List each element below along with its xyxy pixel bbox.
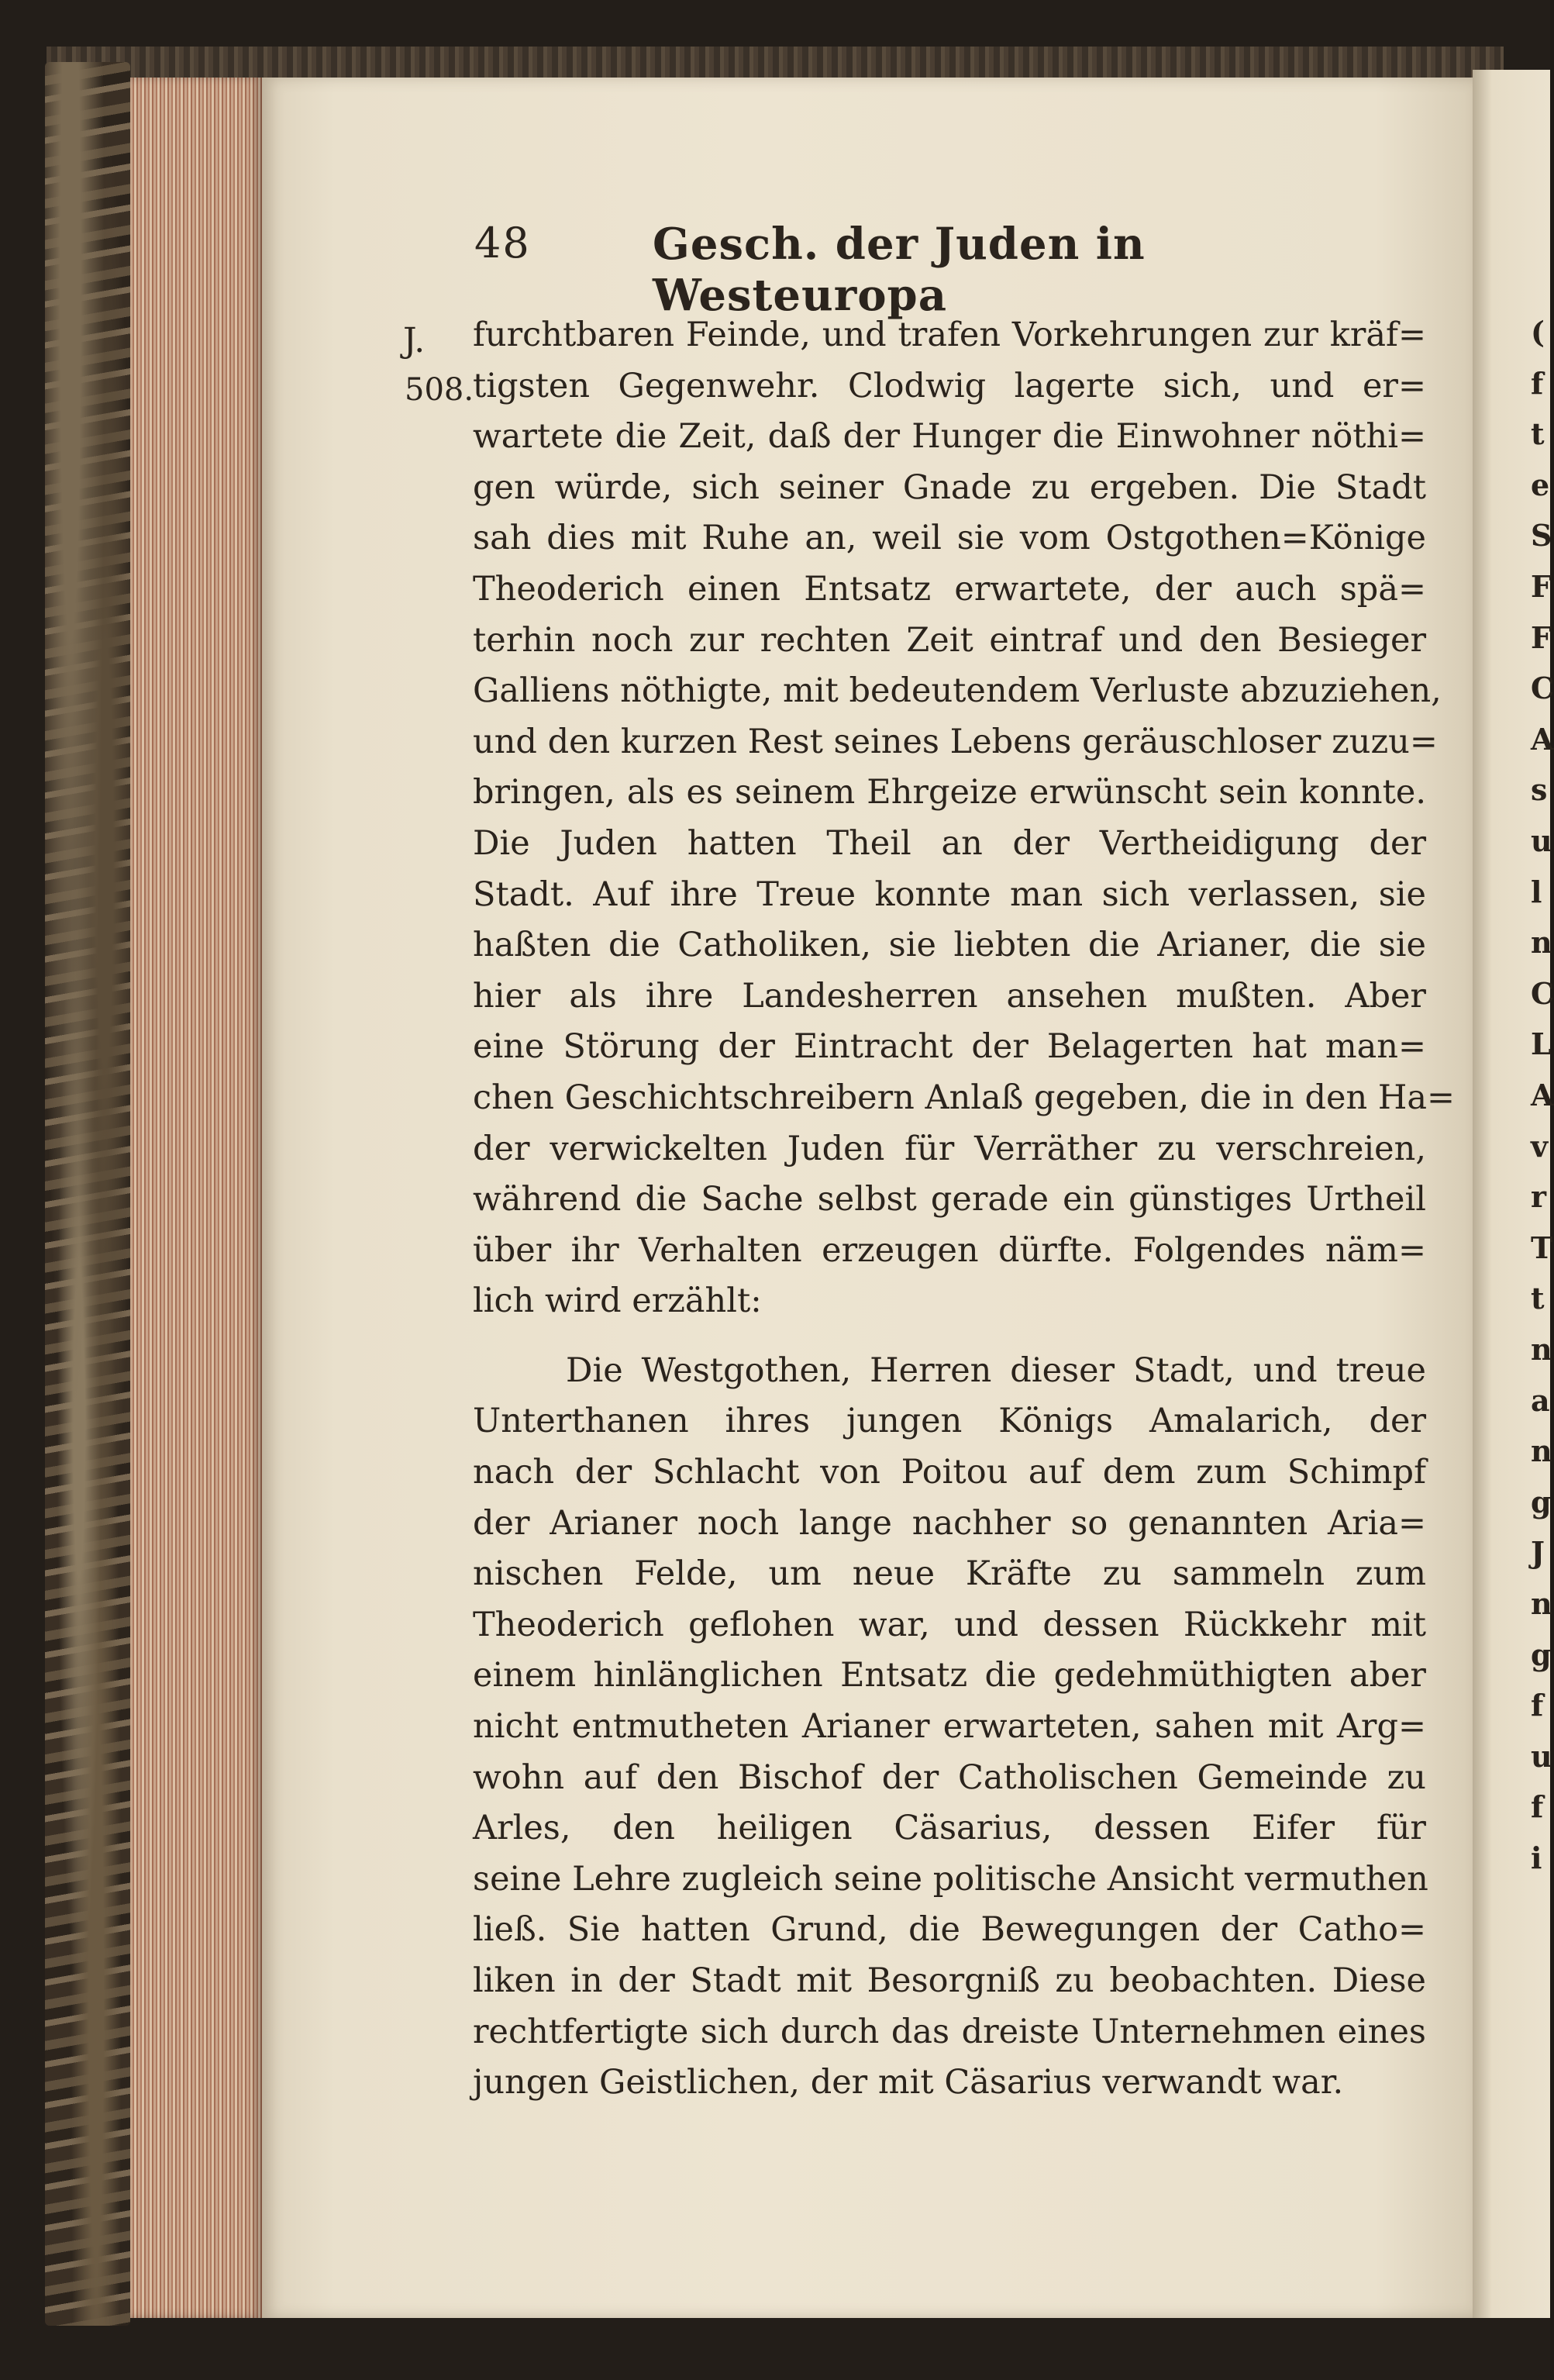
paragraph-2	[473, 1346, 1426, 2109]
facing-page-letter: u	[1531, 1738, 1552, 1774]
text-line: bringen, als es seinem Ehrgeize erwünscht sein konnte.	[473, 773, 1426, 812]
page-number: 48	[474, 219, 531, 267]
facing-page-letter: u	[1531, 823, 1552, 858]
text-line: liken in der Stadt mit Besorgniß zu beobachten. Diese	[473, 1961, 1426, 2000]
facing-page-letter: f	[1531, 1688, 1544, 1723]
facing-page-letter: A	[1531, 1078, 1554, 1112]
text-line: furchtbaren Feinde, und trafen Vorkehrungen zur kräf=	[473, 316, 1426, 354]
text-line: Galliens nöthigte, mit bedeutendem Verluste abzuziehen,	[473, 671, 1442, 711]
text-line: rechtfertigte sich durch das dreiste Unternehmen eines	[473, 2012, 1426, 2051]
facing-page-letter: C	[1531, 671, 1554, 706]
facing-page-letter: T	[1531, 1230, 1553, 1265]
facing-page-letter: r	[1531, 1179, 1547, 1215]
facing-page-letter: A	[1531, 721, 1554, 757]
text-line: terhin noch zur rechten Zeit eintraf und den Besieger	[473, 620, 1426, 660]
running-title: Gesch. der Juden in Westeuropa	[653, 219, 1146, 321]
facing-page-letter: g	[1531, 1484, 1552, 1519]
facing-page-letter: a	[1531, 1382, 1550, 1418]
paragraph-gap	[473, 1327, 1426, 1346]
text-line: einem hinlänglichen Entsatz die gedehmüthigten aber	[473, 1656, 1426, 1695]
text-line: jungen Geistlichen, der mit Cäsarius verwandt war.	[473, 2063, 1344, 2102]
facing-page-letter: v	[1531, 1128, 1549, 1164]
facing-page-letter: i	[1531, 1840, 1542, 1875]
facing-page-letter: F	[1531, 619, 1552, 655]
text-line: Arles, den heiligen Cäsarius, dessen Eifer für	[473, 1809, 1426, 1848]
facing-page-letter: g	[1531, 1637, 1552, 1672]
facing-page-letter: e	[1531, 467, 1550, 502]
text-line: sah dies mit Ruhe an, weil sie vom Ostgothen=Könige	[473, 519, 1426, 558]
text-line: Unterthanen ihres jungen Königs Amalarich, der	[473, 1402, 1426, 1441]
text-line: hier als ihre Landesherren ansehen mußten. Aber	[473, 976, 1426, 1016]
text-line: Die Westgothen, Herren dieser Stadt, und treue	[566, 1350, 1426, 1390]
text-line: während die Sache selbst gerade ein günstiges Urtheil	[473, 1180, 1426, 1219]
page-edges	[130, 78, 262, 2318]
body-text	[473, 310, 1456, 2109]
facing-page-letter: n	[1531, 1433, 1552, 1469]
text-line: Theoderich geflohen war, und dessen Rückkehr mit	[473, 1605, 1426, 1644]
text-line: nach der Schlacht von Poitou auf dem zum Schimpf	[473, 1453, 1426, 1492]
facing-page-letter: J	[1531, 1535, 1545, 1571]
margin-note-j: J.	[403, 321, 426, 360]
marbled-cover	[45, 62, 130, 2326]
text-line: lich wird erzählt:	[473, 1281, 762, 1321]
text-line: Stadt. Auf ihre Treue konnte man sich verlassen, sie	[473, 874, 1426, 914]
text-line: wohn auf den Bischof der Catholischen Gemeinde zu	[473, 1757, 1426, 1797]
text-line: nischen Felde, um neue Kräfte zu sammeln zum	[473, 1554, 1426, 1594]
facing-page-letter: t	[1531, 416, 1545, 452]
text-line: ließ. Sie hatten Grund, die Bewegungen der Catho=	[473, 1910, 1426, 1950]
facing-page-letter: n	[1531, 925, 1552, 961]
facing-page-letter: n	[1531, 1332, 1552, 1367]
text-line: tigsten Gegenwehr. Clodwig lagerte sich, und er=	[473, 366, 1426, 405]
text-line: haßten die Catholiken, sie liebten die Arianer, die sie	[473, 926, 1426, 965]
facing-page-letter: L	[1531, 1026, 1552, 1062]
facing-page-letter: n	[1531, 1586, 1552, 1621]
facing-page-letter: S	[1531, 518, 1552, 554]
facing-page-letter: t	[1531, 1281, 1545, 1316]
paragraph-1	[473, 310, 1456, 1327]
page-header	[474, 219, 1273, 321]
facing-page-letter: s	[1531, 772, 1548, 808]
text-line: gen würde, sich seiner Gnade zu ergeben. Die Stadt	[473, 467, 1426, 507]
text-line: der Arianer noch lange nachher so genannten Aria=	[473, 1503, 1426, 1543]
facing-page-letter: C	[1531, 975, 1554, 1011]
facing-page-letter: (	[1531, 315, 1545, 350]
text-line: nicht entmutheten Arianer erwarteten, sahen mit Arg=	[473, 1707, 1426, 1747]
text-line: der verwickelten Juden für Verräther zu verschreien,	[473, 1129, 1426, 1168]
text-line: seine Lehre zugleich seine politische Ansicht vermuthen	[473, 1859, 1428, 1899]
facing-page-letter: F	[1531, 569, 1552, 604]
text-line: über ihr Verhalten erzeugen dürfte. Folgendes näm=	[473, 1230, 1426, 1270]
text-line: Die Juden hatten Theil an der Vertheidigung der	[473, 823, 1426, 863]
facing-page-letter: f	[1531, 1789, 1544, 1825]
text-line: chen Geschichtschreibern Anlaß gegeben, die in den Ha=	[473, 1078, 1456, 1117]
facing-page-letter: l	[1531, 874, 1542, 909]
text-line: und den kurzen Rest seines Lebens geräuschloser zuzu=	[473, 722, 1438, 761]
text-line: wartete die Zeit, daß der Hunger die Einwohner nöthi=	[473, 417, 1426, 457]
margin-note-year: 508.	[405, 372, 474, 408]
facing-page-letter: f	[1531, 365, 1544, 401]
text-line: Theoderich einen Entsatz erwartete, der auch spä=	[473, 569, 1426, 609]
text-line: eine Störung der Eintracht der Belagerten hat man=	[473, 1027, 1426, 1067]
